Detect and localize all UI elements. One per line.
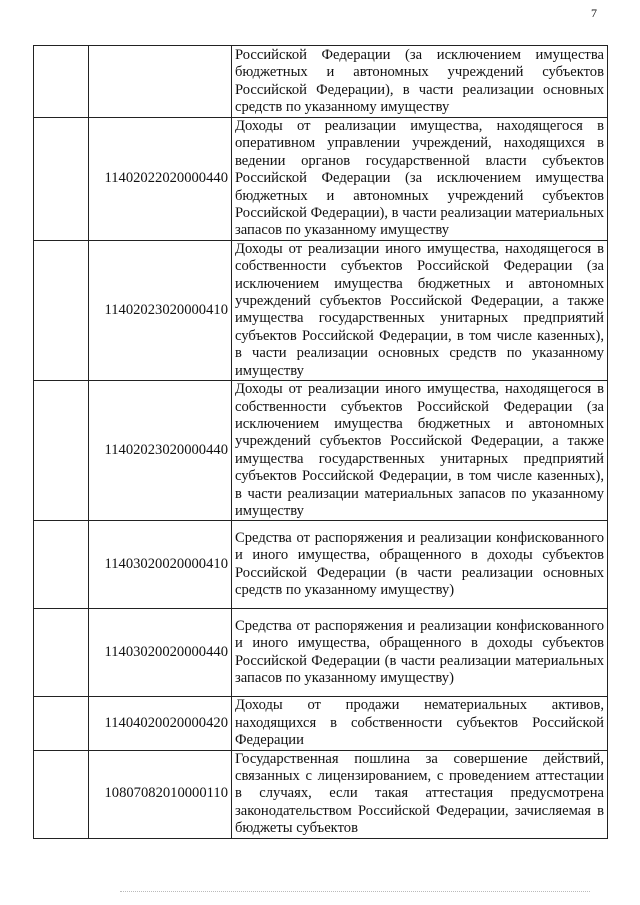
empty-cell [34, 521, 89, 609]
revenue-name-cell: Доходы от реализации иного имущества, находящегося в собственности субъектов Российской Федерации (за исключением имущества бюджетных и автономных учреждений субъектов Российской Федерации, а также имущества государственных унитарных предприятий субъектов Российской Федерации, в том числе казенных), в части реализации материальных запасов по указанному имуществу [232, 381, 608, 521]
empty-cell [34, 750, 89, 838]
budget-code-cell: 11402023020000440 [89, 381, 232, 521]
table-row [34, 240, 608, 380]
page-number: 7 [591, 6, 597, 20]
budget-code-cell: 11403020020000410 [89, 521, 232, 609]
table-row [34, 46, 608, 118]
scan-artifact-line [120, 891, 590, 893]
revenue-classification-table [33, 45, 608, 839]
revenue-name-cell: Государственная пошлина за совершение действий, связанных с лицензированием, с проведением аттестации в случаях, если такая аттестация предусмотрена законодательством Российской Федерации, зачисляемая в бюджеты субъектов [232, 750, 608, 838]
table-row [34, 118, 608, 241]
empty-cell [34, 697, 89, 750]
budget-code-cell: 11403020020000440 [89, 609, 232, 697]
empty-cell [34, 381, 89, 521]
table-row [34, 609, 608, 697]
budget-code-cell [89, 46, 232, 118]
revenue-name-cell: Средства от распоряжения и реализации конфискованного и иного имущества, обращенного в доходы субъектов Российской Федерации (в части реализации материальных запасов по указанному имуществу) [232, 609, 608, 697]
revenue-name-cell: Доходы от реализации имущества, находящегося в оперативном управлении учреждений, находящихся в ведении органов государственной власти субъектов Российской Федерации (за исключением имущества бюджетных и автономных учреждений субъектов Российской Федерации), в части реализации материальных запасов по указанному имуществу [232, 118, 608, 241]
table-row [34, 381, 608, 521]
table-row [34, 750, 608, 838]
revenue-name-cell: Доходы от реализации иного имущества, находящегося в собственности субъектов Российской Федерации (за исключением имущества бюджетных и автономных учреждений субъектов Российской Федерации, а также имущества государственных унитарных предприятий субъектов Российской Федерации, в том числе казенных), в части реализации основных средств по указанному имуществу [232, 240, 608, 380]
empty-cell [34, 46, 89, 118]
budget-code-cell: 11404020020000420 [89, 697, 232, 750]
revenue-name-cell: Российской Федерации (за исключением имущества бюджетных и автономных учреждений субъектов Российской Федерации), в части реализации основных средств по указанному имуществу [232, 46, 608, 118]
budget-code-cell: 11402023020000410 [89, 240, 232, 380]
budget-code-cell: 11402022020000440 [89, 118, 232, 241]
table-row [34, 697, 608, 750]
revenue-name-cell: Доходы от продажи нематериальных активов, находящихся в собственности субъектов Российской Федерации [232, 697, 608, 750]
empty-cell [34, 609, 89, 697]
budget-code-cell: 10807082010000110 [89, 750, 232, 838]
empty-cell [34, 118, 89, 241]
revenue-name-cell: Средства от распоряжения и реализации конфискованного и иного имущества, обращенного в доходы субъектов Российской Федерации (в части реализации основных средств по указанному имуществу) [232, 521, 608, 609]
empty-cell [34, 240, 89, 380]
table-row [34, 521, 608, 609]
